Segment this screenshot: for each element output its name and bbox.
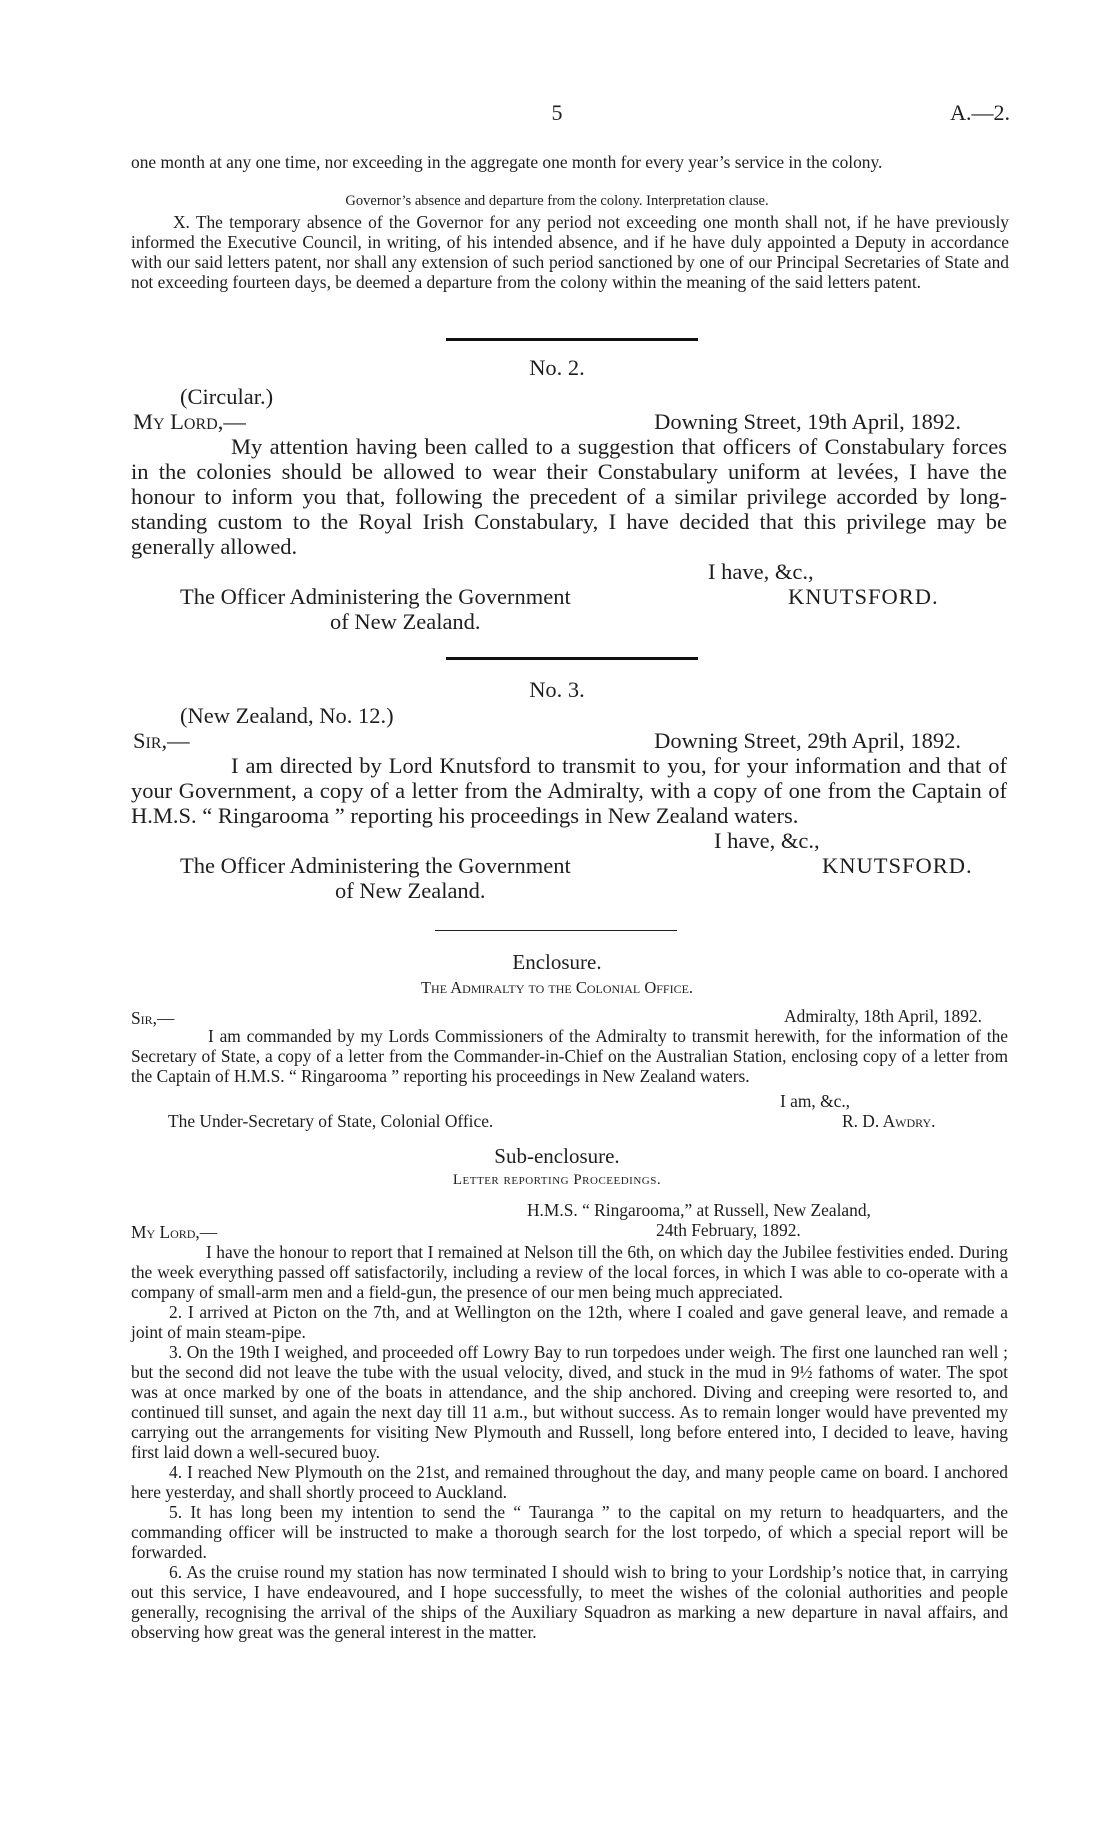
section-divider	[446, 657, 698, 660]
no3-salutation: Sir,—	[133, 728, 190, 753]
sub-enclosure-heading: Sub-enclosure.	[494, 1144, 620, 1168]
enclosure-body	[131, 1026, 1008, 1086]
no2-signature: KNUTSFORD.	[788, 584, 939, 609]
no2-heading: No. 2.	[529, 355, 585, 380]
no3-body-text: I am directed by Lord Knutsford to transmit to you, for your information and that of your Government, a copy of a letter from the Admiralty, with a copy of one from the Captain of H.M.S. “ Ringarooma ” reporting his proceedings in New Zealand waters.	[131, 753, 1007, 828]
no3-addressee-line2: of New Zealand.	[335, 878, 486, 903]
report-paragraph-3: 3. On the 19th I weighed, and proceeded off Lowry Bay to run torpedoes under weigh. The first one launched ran well ; but the second did not leave the tube with the usual velocity, dived, and stuck in the mud in 9½ fathoms of water. The spot was at once marked by one of the boats in attendance, and the ship anchored. Diving and creeping were resorted to, and continued till sunset, and again the next day till 11 a.m., but without success. As to remain longer would have prevented my carrying out the arrangements for visiting New Plymouth and Russell, long before entered into, I decided to leave, having first laid down a well-secured buoy.	[131, 1342, 1008, 1462]
report-paragraph-1: I have the honour to report that I remained at Nelson till the 6th, on which day the Jubilee festivities ended. During the week everything passed off satisfactorily, including a review of the local forces, in which I was able to co-operate with a company of small-arm men and a field-gun, the presence of our men being much appreciated.	[131, 1242, 1008, 1302]
document-reference: A.—2.	[950, 100, 1010, 125]
enclosure-closing: I am, &c.,	[780, 1091, 851, 1111]
no2-body	[131, 434, 1007, 559]
enclosure-heading: Enclosure.	[512, 950, 602, 974]
enclosure-subheading: The Admiralty to the Colonial Office.	[420, 978, 694, 997]
no3-body	[131, 753, 1007, 828]
sub-enclosure-subheading: Letter reporting Proceedings.	[452, 1172, 662, 1188]
sub-enclosure-salutation: My Lord,—	[131, 1222, 218, 1242]
enclosure-salutation: Sir,—	[131, 1008, 175, 1028]
enclosure-signature: R. D. Awdry.	[842, 1111, 936, 1131]
sub-enclosure-date: 24th February, 1892.	[656, 1220, 801, 1240]
no2-addressee-line1: The Officer Administering the Government	[180, 584, 571, 609]
report-paragraph-6: 6. As the cruise round my station has now terminated I should wish to bring to your Lordship’s notice that, in carrying out this service, I have endeavoured, and I hope successfully, to meet the wishes of the colonial authorities and people generally, recognising the arrival of the ships of the Auxiliary Squadron as marking a new departure in naval affairs, and observing how great was the general interest in the matter.	[131, 1562, 1008, 1642]
no2-dateline: Downing Street, 19th April, 1892.	[654, 409, 961, 434]
enclosure-addressee: The Under-Secretary of State, Colonial Office.	[168, 1111, 494, 1131]
carry-over-text	[131, 152, 1009, 172]
clause-x	[131, 212, 1009, 292]
no3-reference: (New Zealand, No. 12.)	[180, 703, 394, 728]
sub-enclosure-body	[131, 1242, 1008, 1642]
page-number: 5	[551, 100, 563, 125]
no3-heading: No. 3.	[529, 677, 585, 702]
no2-salutation: My Lord,—	[133, 409, 246, 434]
section-divider	[446, 338, 698, 341]
clause-x-text: X. The temporary absence of the Governor for any period not exceeding one month shall not, if he have previously informed the Executive Council, in writing, of his intended absence, and if he have duly appointed a Deputy in accordance with our said letters patent, nor shall any extension of such period sanctioned by one of our Principal Secretaries of State and not exceeding fourteen days, be deemed a departure from the colony within the meaning of the said letters patent.	[131, 212, 1009, 292]
marginal-note: Governor’s absence and departure from the colony. Interpretation clause.	[345, 193, 769, 209]
no2-addressee-line2: of New Zealand.	[330, 609, 481, 634]
no2-closing: I have, &c.,	[708, 559, 814, 584]
sub-enclosure-location: H.M.S. “ Ringarooma,” at Russell, New Zealand,	[527, 1200, 871, 1220]
carry-over-line: one month at any one time, nor exceeding in the aggregate one month for every year’s service in the colony.	[131, 152, 883, 172]
section-divider	[435, 930, 677, 931]
no3-dateline: Downing Street, 29th April, 1892.	[654, 728, 961, 753]
report-paragraph-5: 5. It has long been my intention to send the “ Tauranga ” to the capital on my return to headquarters, and the commanding officer will be instructed to make a thorough search for the lost torpedo, of which a special report will be forwarded.	[131, 1502, 1008, 1562]
enclosure-dateline: Admiralty, 18th April, 1892.	[784, 1006, 982, 1026]
no2-circular-label: (Circular.)	[180, 384, 274, 409]
no3-addressee-line1: The Officer Administering the Government	[180, 853, 571, 878]
report-paragraph-4: 4. I reached New Plymouth on the 21st, and remained throughout the day, and many people came on board. I anchored here yesterday, and shall shortly proceed to Auckland.	[131, 1462, 1008, 1502]
report-paragraph-2: 2. I arrived at Picton on the 7th, and at Wellington on the 12th, where I coaled and gave general leave, and remade a joint of main steam-pipe.	[131, 1302, 1008, 1342]
no3-closing: I have, &c.,	[714, 828, 820, 853]
no3-signature: KNUTSFORD.	[822, 853, 973, 878]
enclosure-body-text: I am commanded by my Lords Commissioners of the Admiralty to transmit herewith, for the information of the Secretary of State, a copy of a letter from the Commander-in-Chief on the Australian Station, enclosing copy of a letter from the Captain of H.M.S. “ Ringarooma ” reporting his proceedings in New Zealand waters.	[131, 1026, 1008, 1086]
no2-body-text: My attention having been called to a suggestion that officers of Constabulary forces in the colonies should be allowed to wear their Constabulary uniform at levées, I have the honour to inform you that, following the precedent of a similar privilege accorded by long-standing custom to the Royal Irish Constabulary, I have decided that this privilege may be generally allowed.	[131, 434, 1007, 559]
